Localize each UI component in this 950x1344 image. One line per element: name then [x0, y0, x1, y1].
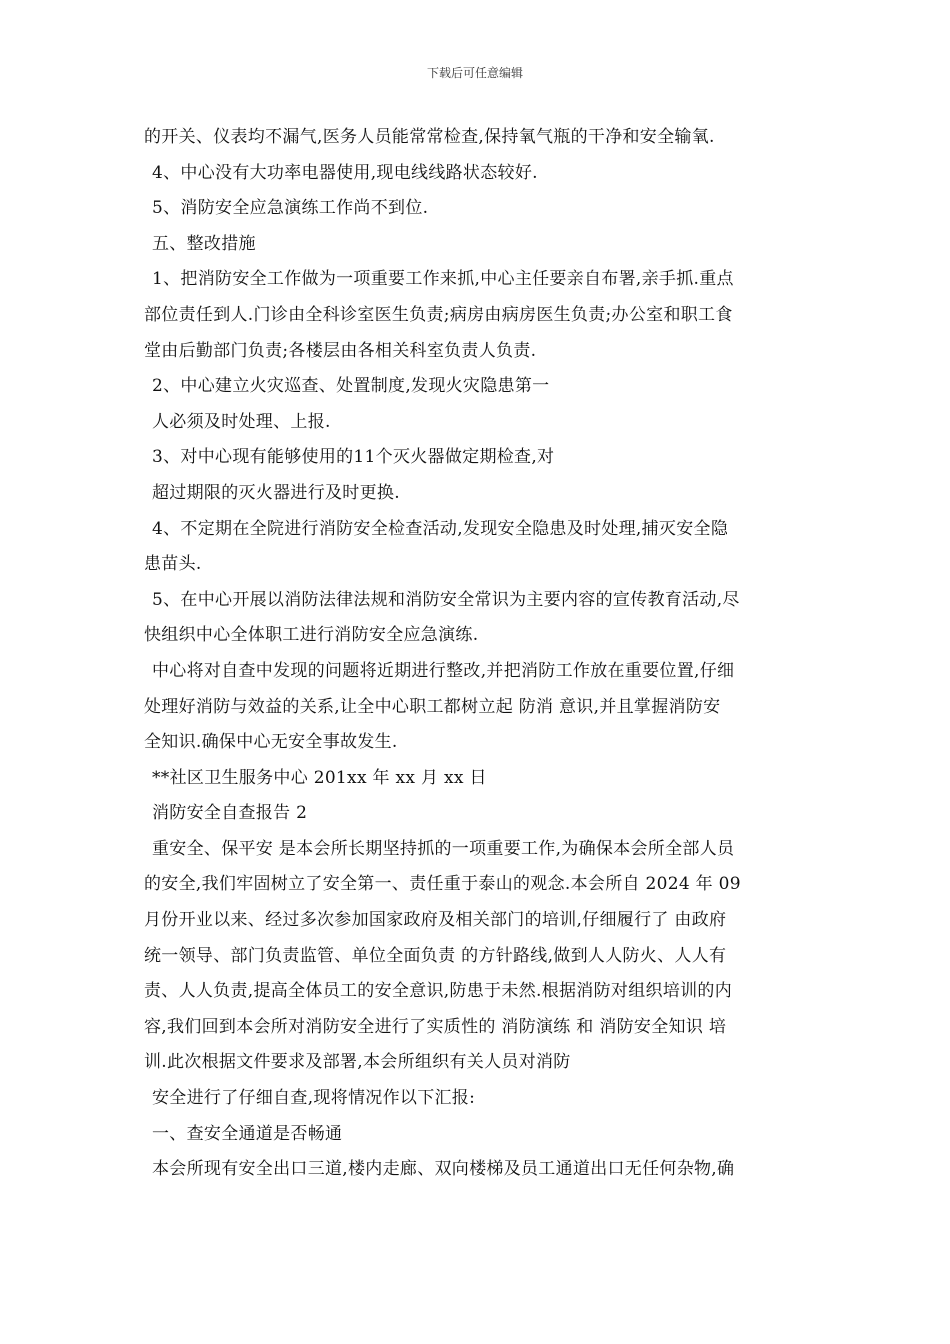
text-line: 快组织中心全体职工进行消防安全应急演练. — [144, 625, 479, 646]
text-line: 的开关、仪表均不漏气,医务人员能常常检查,保持氧气瓶的干净和安全输氧. — [144, 127, 715, 147]
text-line: 4、不定期在全院进行消防安全检查活动,发现安全隐患及时处理,捕灭安全隐 — [152, 518, 729, 539]
text-line: 的安全,我们牢固树立了安全第一、责任重于泰山的观念.本会所自 2024 年 09 — [144, 874, 741, 895]
document-body — [144, 120, 814, 1188]
text-line: 统一领导、部门负责监管、单位全面负责 的方针路线,做到人人防火、人人有 — [144, 945, 727, 966]
text-line: 1、把消防安全工作做为一项重要工作来抓,中心主任要亲自布署,亲手抓.重点 — [152, 269, 734, 290]
text-line: 全知识.确保中心无安全事故发生. — [144, 732, 398, 753]
text-line: 堂由后勤部门负责;各楼层由各相关科室负责人负责. — [144, 340, 537, 361]
text-line: 4、中心没有大功率电器使用,现电线线路状态较好. — [152, 162, 538, 183]
text-line: 责、人人负责,提高全体员工的安全意识,防患于未然.根据消防对组织培训的内 — [144, 981, 733, 1002]
text-line: 3、对中心现有能够使用的11个灭火器做定期检查,对 — [152, 447, 555, 468]
text-line: **社区卫生服务中心 201xx 年 xx 月 xx 日 — [152, 767, 487, 788]
text-line: 容,我们回到本会所对消防安全进行了实质性的 消防演练 和 消防安全知识 培 — [144, 1016, 727, 1037]
text-line: 重安全、保平安 是本会所长期坚持抓的一项重要工作,为确保本会所全部人员 — [152, 838, 735, 859]
page-header: 下载后可任意编辑 — [426, 66, 523, 80]
text-line: 处理好消防与效益的关系,让全中心职工都树立起 防消 意识,并且掌握消防安 — [144, 696, 721, 717]
text-line: 2、中心建立火灾巡查、处置制度,发现火灾隐患第一 — [152, 376, 550, 397]
text-line: 训.此次根据文件要求及部署,本会所组织有关人员对消防 — [144, 1052, 571, 1073]
text-line: 本会所现有安全出口三道,楼内走廊、双向楼梯及员工通道出口无任何杂物,确 — [152, 1159, 735, 1180]
text-line: 5、消防安全应急演练工作尚不到位. — [152, 198, 429, 219]
text-line: 中心将对自查中发现的问题将近期进行整改,并把消防工作放在重要位置,仔细 — [152, 660, 735, 681]
text-line: 消防安全自查报告 2 — [152, 803, 308, 824]
text-line: 患苗头. — [144, 554, 202, 575]
text-line: 五、整改措施 — [152, 233, 256, 254]
text-line: 部位责任到人.门诊由全科诊室医生负责;病房由病房医生负责;办公室和职工食 — [144, 304, 733, 325]
text-line: 一、查安全通道是否畅通 — [152, 1123, 343, 1144]
text-line: 月份开业以来、经过多次参加国家政府及相关部门的培训,仔细履行了 由政府 — [144, 910, 727, 931]
text-line: 超过期限的灭火器进行及时更换. — [152, 482, 400, 503]
text-line: 5、在中心开展以消防法律法规和消防安全常识为主要内容的宣传教育活动,尽 — [152, 589, 740, 610]
text-line: 人必须及时处理、上报. — [152, 411, 331, 432]
text-line: 安全进行了仔细自查,现将情况作以下汇报: — [152, 1088, 476, 1109]
